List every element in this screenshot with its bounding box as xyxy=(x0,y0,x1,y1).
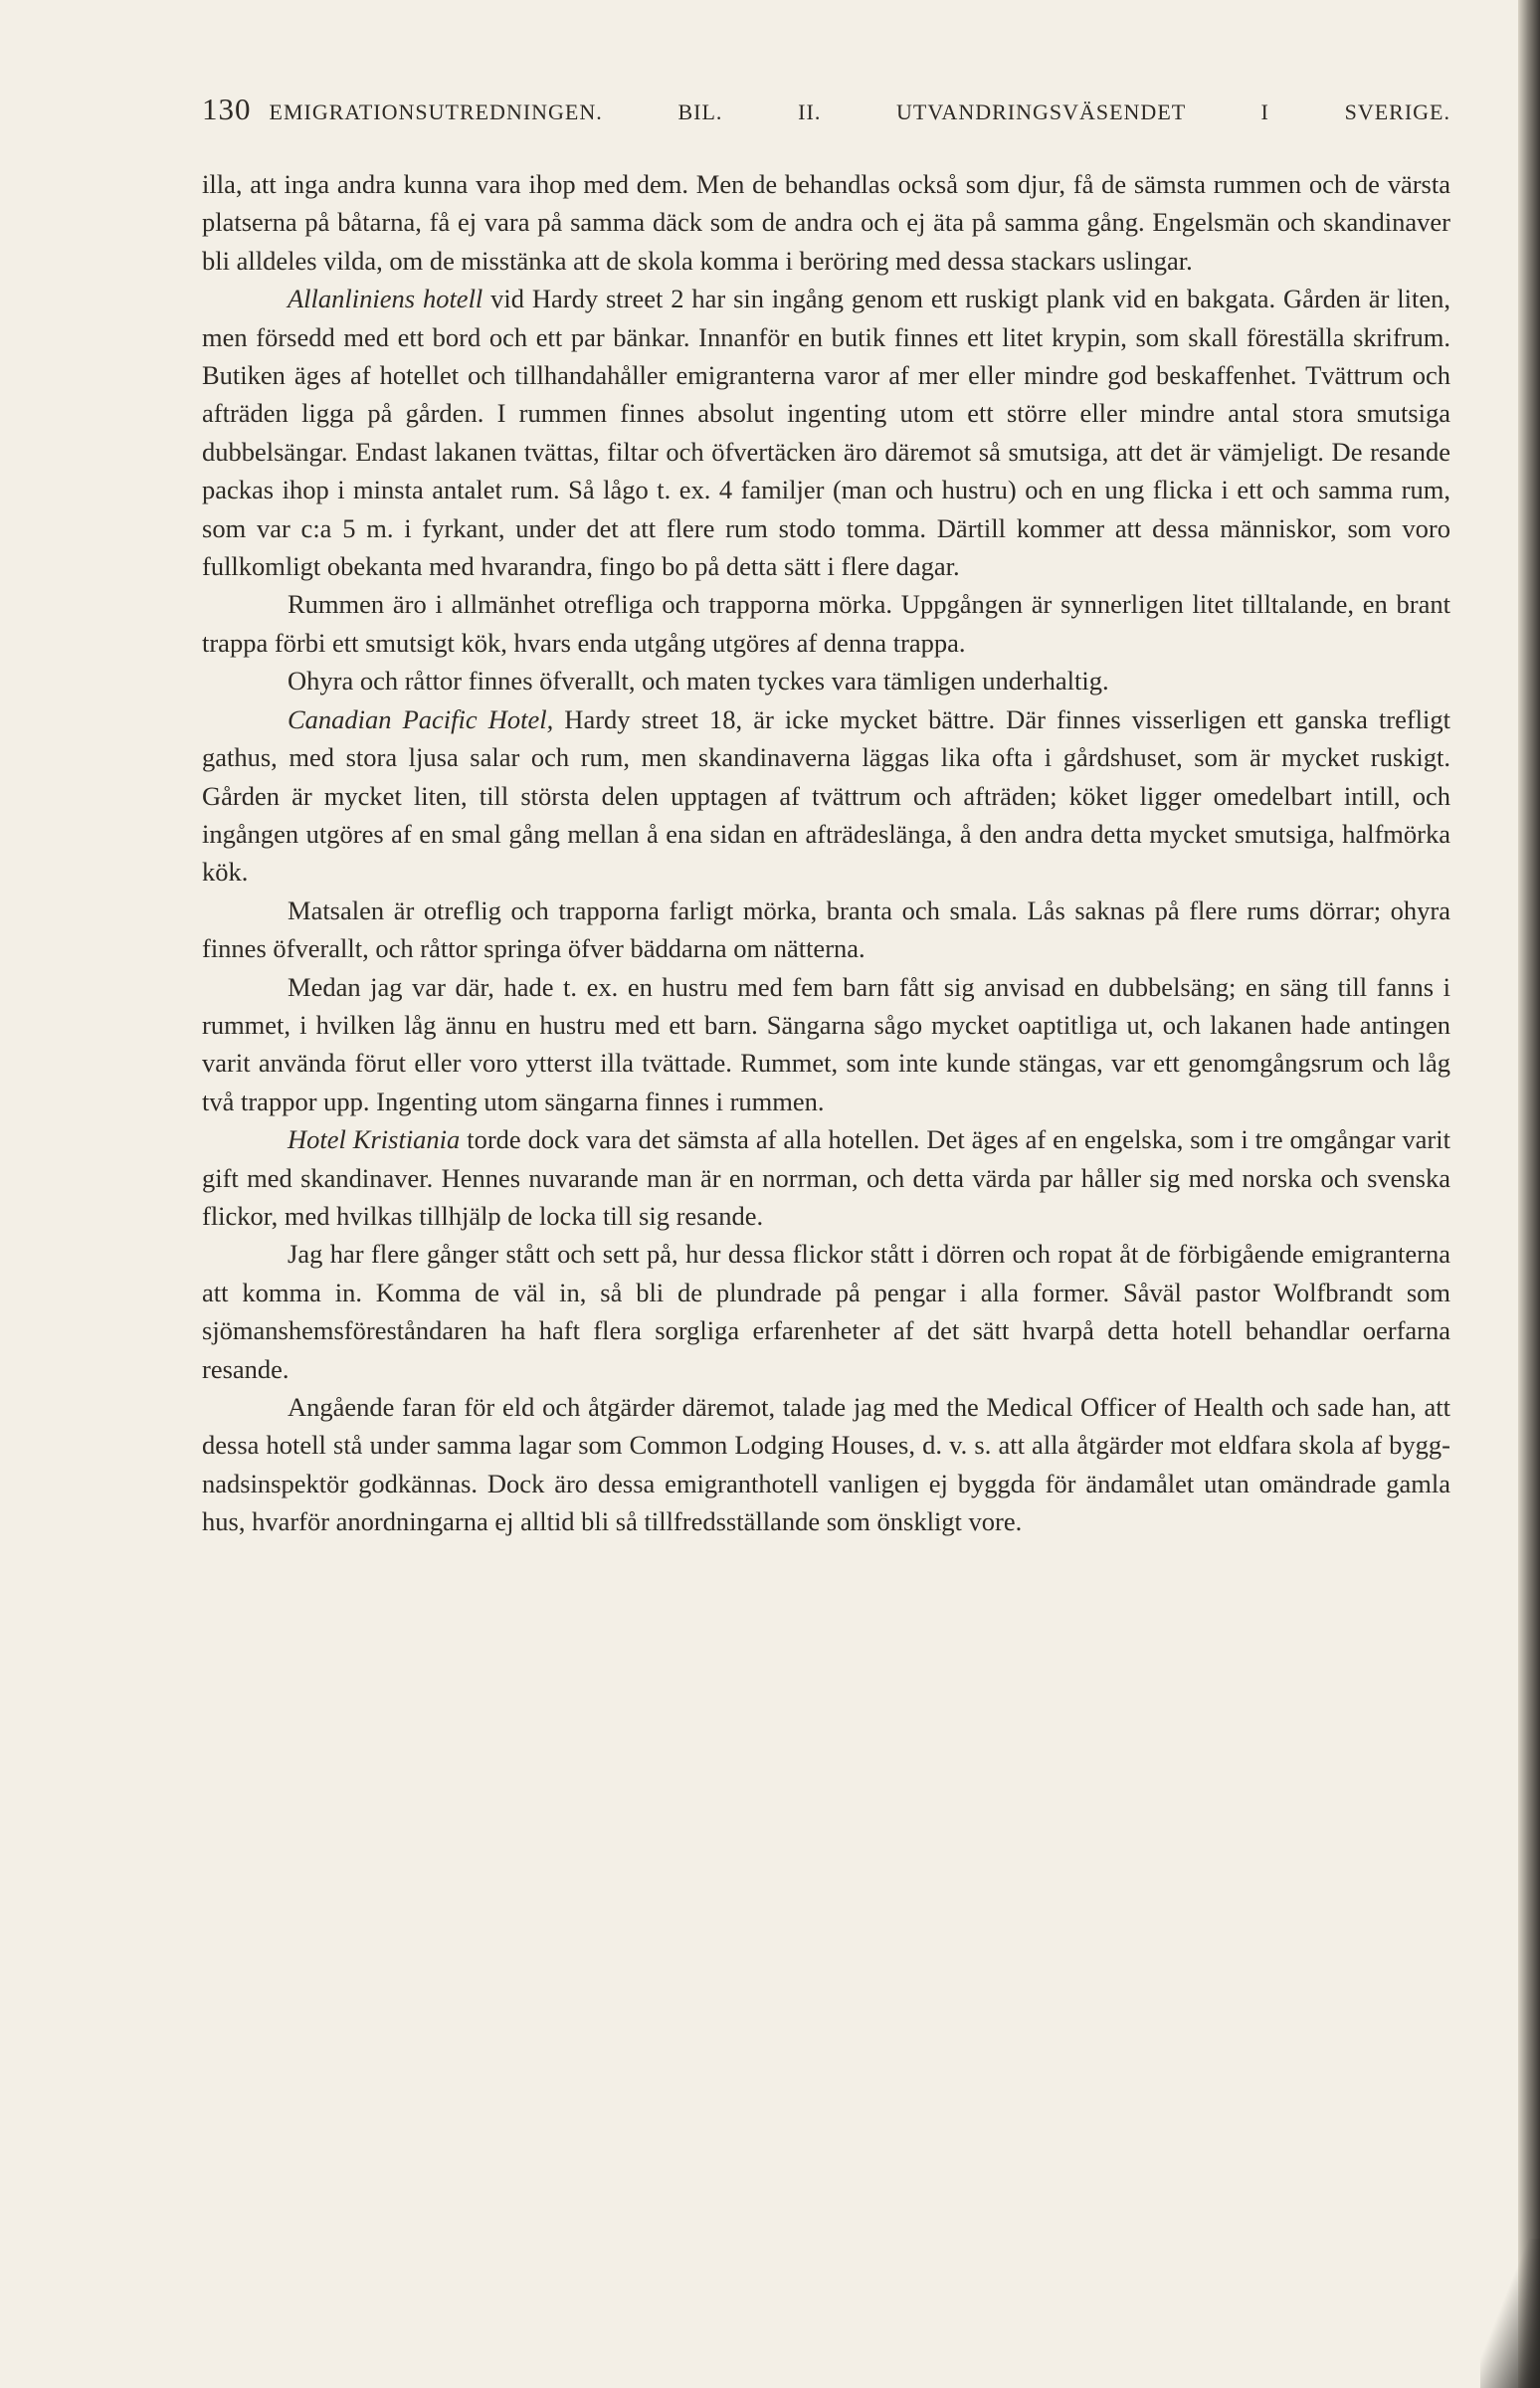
paragraph-2: Allanliniens hotell vid Hardy street 2 har sin ingång genom ett ruskigt plank vid en bakgata. Gården är liten, men försedd med ett bord och ett par bänkar. Innanför en butik finnes ett litet krypin, som skall föreställa skrifrum. Butiken äges af hotellet och tillhandahåller emigranterna varor af mer eller mindre god beskaffenhet. Tvättrum och afträden ligga på gården. I rummen finnes absolut ingenting utom ett större eller mindre antal stora smutsiga dubbelsängar. Endast lakanen tvättas, filtar och öfvertäcken äro däremot så smutsiga, att det är vämjeligt. De resande packas ihop i minsta antalet rum. Så lågo t. ex. 4 familjer (man och hustru) och en ung flicka i ett och samma rum, som var c:a 5 m. i fyrkant, under det att flere rum stodo tomma. Därtill kommer att dessa människor, som voro fullkomligt obekanta med hvarandra, fingo bo på detta sätt i flere dagar. xyxy=(202,284,1450,582)
paragraph-1: illa, att inga andra kunna vara ihop med dem. Men de behandlas också som djur, få de sämsta rummen och de värsta platserna på båtarna, få ej vara på samma däck som de andra och ej äta på samma gång. Engelsmän och skandinaver bli alldeles vilda, om de misstänka att de skola komma i beröring med dessa stackars uslingar. xyxy=(202,169,1450,276)
hotel-name-allanlinien: Allanliniens hotell xyxy=(288,284,483,314)
document-page xyxy=(202,92,1450,1541)
paragraph-4: Ohyra och råttor finnes öfverallt, och maten tyckes vara tämligen underhaltig. xyxy=(288,666,1109,696)
running-header xyxy=(202,92,1450,127)
page-edge-shadow xyxy=(1518,0,1540,2388)
paragraph-6: Matsalen är otreflig och trapporna farligt mörka, branta och smala. Lås saknas på flere rums dörrar; ohyra finnes öfverallt, och råttor springa öfver bäddarna om nätterna. xyxy=(202,895,1450,964)
paragraph-10: Angående faran för eld och åtgärder däremot, talade jag med the Medical Officer of Health och sade han, att dessa hotell stå under samma lagar som Common Lodging Houses, d. v. s. att alla åtgärder mot eldfara skola af byggnadsinspektör godkännas. Dock äro dessa emigranthotell vanligen ej byggda för ändamålet utan omändrade gamla hus, hvarför anordningarna ej alltid bli så tillfredsställande som önskligt vore. xyxy=(202,1392,1450,1537)
hotel-name-canadian-pacific: Canadian Pacific Hotel, xyxy=(288,703,554,734)
running-title: EMIGRATIONSUTREDNINGEN. BIL. II. UTVANDRINGSVÄSENDET I SVERIGE. xyxy=(269,100,1450,124)
page-corner-shadow xyxy=(1480,2239,1540,2388)
paragraph-7: Medan jag var där, hade t. ex. en hustru med fem barn fått sig anvisad en dubbelsäng; en säng till fanns i rummet, i hvilken låg ännu en hustru med ett barn. Sängarna sågo mycket oaptitliga ut, och lakanen hade antingen varit använda förut eller voro ytterst illa tvättade. Rummet, som inte kunde stängas, var ett genomgångsrum och låg två trappor upp. Ingenting utom sängarna finnes i rummen. xyxy=(202,971,1450,1116)
paragraph-5: Canadian Pacific Hotel, Hardy street 18, är icke mycket bättre. Där finnes visserligen ett ganska trefligt gathus, med stora ljusa salar och rum, men skandinaverna läggas lika ofta i gårdshuset, som är mycket ruskigt. Gården är mycket liten, till största delen upptagen af tvättrum och afträden; köket ligger omedelbart intill, och ingången utgöres af en smal gång mellan å ena sidan en afträdeslänga, å den andra detta mycket smutsiga, halfmörka kök. xyxy=(202,703,1451,888)
hotel-name-kristiania: Hotel Kristiania xyxy=(288,1124,461,1155)
paragraph-3: Rummen äro i allmänhet otrefliga och trapporna mörka. Uppgången är synnerligen litet tilltalande, en brant trappa förbi ett smutsigt kök, hvars enda utgång utgöres af denna trappa. xyxy=(202,589,1450,658)
paragraph-8: Hotel Kristiania torde dock vara det sämsta af alla hotellen. Det äges af en engelska, som i tre omgångar varit gift med skandinaver. Hennes nuvarande man är en norrman, och detta värda par håller sig med norska och svenska flickor, med hvilkas tillhjälp de locka till sig resande. xyxy=(202,1124,1450,1231)
paragraph-9: Jag har flere gånger stått och sett på, hur dessa flickor stått i dörren och ropat åt de förbigående emigranterna att komma in. Komma de väl in, så bli de plundrade på pengar i alla former. Såväl pastor Wolfbrandt som sjömanshemsföreståndaren ha haft flera sorgliga erfarenheter af det sätt hvarpå detta hotell behandlar oerfarna resande. xyxy=(202,1239,1450,1384)
body-text xyxy=(202,165,1450,1541)
page-number: 130 xyxy=(202,92,252,126)
